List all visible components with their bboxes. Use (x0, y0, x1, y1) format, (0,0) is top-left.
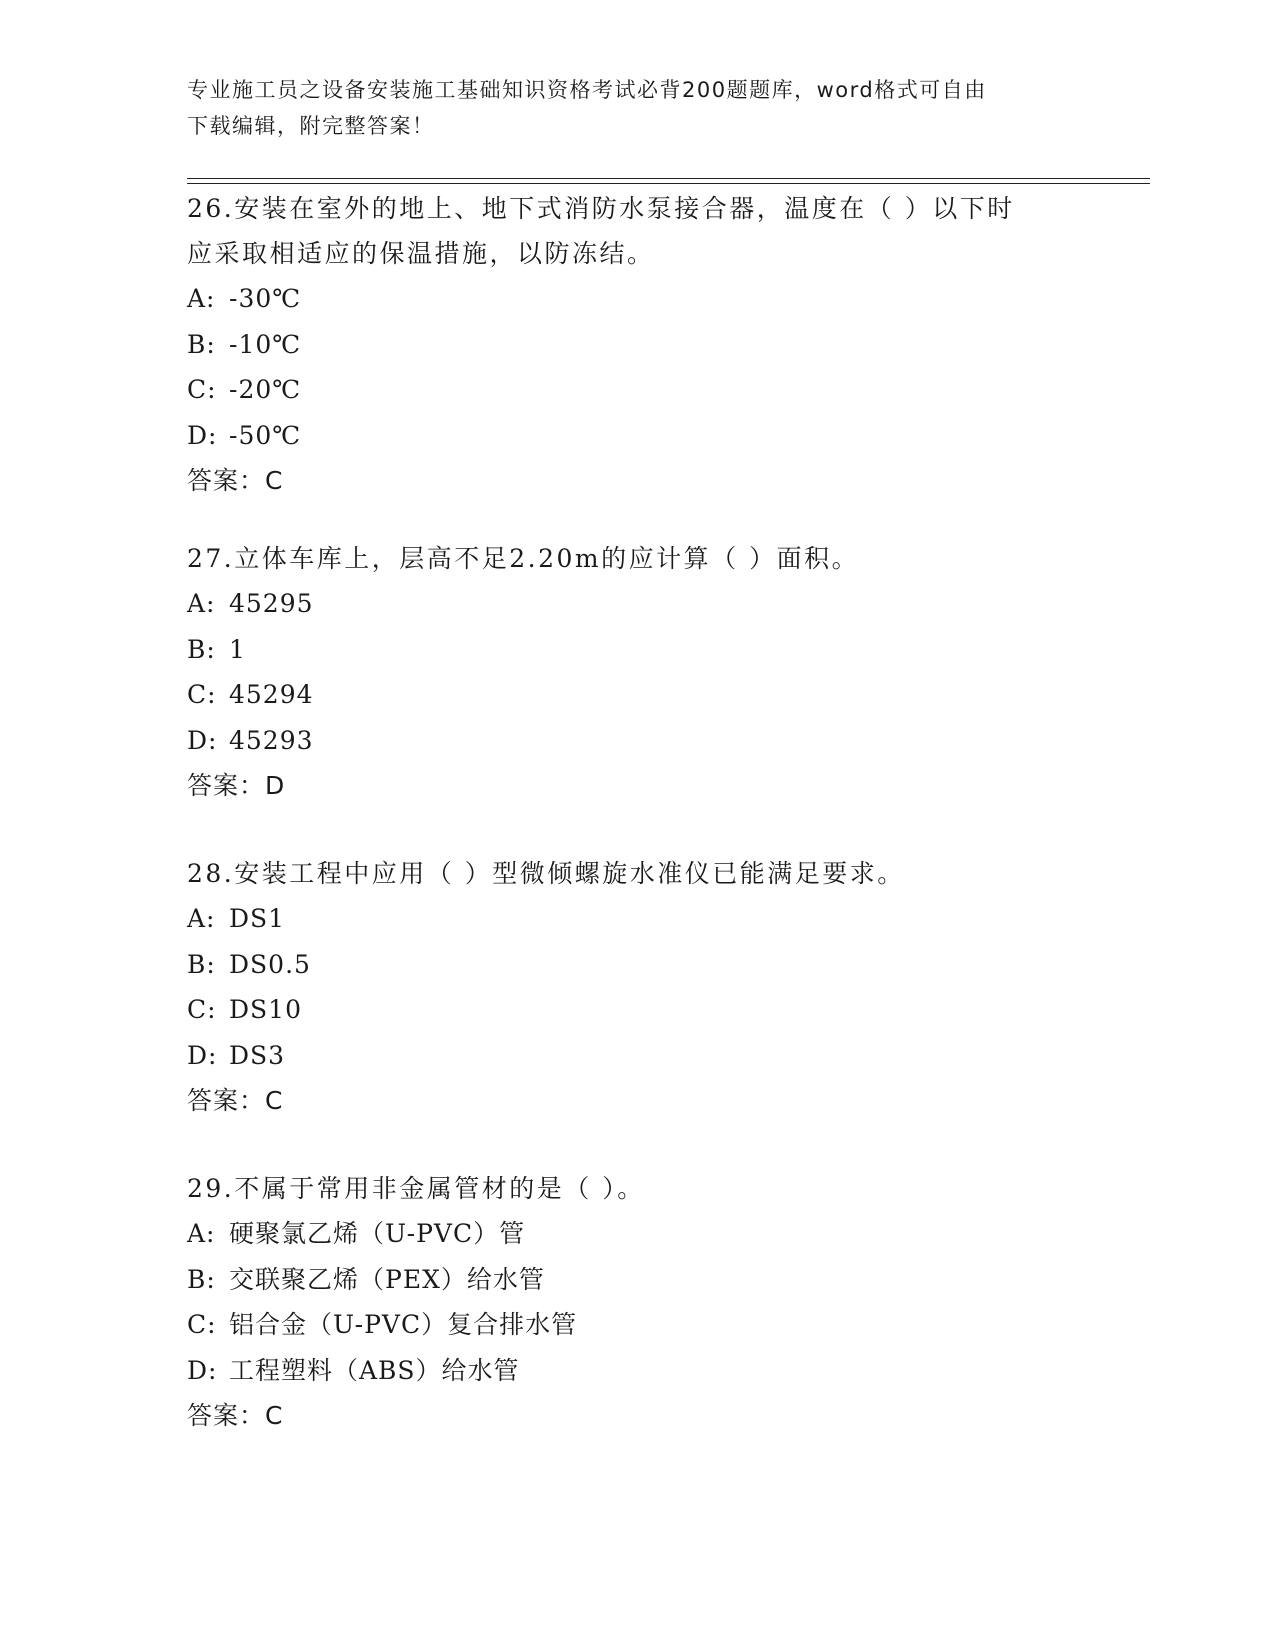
option-key: C: (187, 1310, 217, 1339)
option-key: A: (187, 589, 216, 618)
option-key: D: (187, 1040, 218, 1070)
option-a (187, 1211, 1087, 1257)
option-b (187, 1257, 1087, 1303)
option-key: C: (187, 995, 217, 1024)
option-key: A: (187, 284, 216, 313)
answer-line: 答案：C (187, 466, 284, 495)
option-key: B: (187, 949, 216, 979)
option-a (187, 581, 1087, 627)
question-27 (187, 536, 1087, 808)
header-line-2: 下载编辑，附完整答案！ (187, 114, 435, 138)
option-d (187, 1033, 1087, 1079)
option-key: A: (187, 1219, 216, 1248)
option-text: DS10 (229, 995, 302, 1024)
answer-line: 答案：C (187, 1086, 284, 1115)
option-text: 铝合金（U-PVC）复合排水管 (229, 1310, 578, 1339)
option-key: B: (187, 1264, 216, 1294)
option-b (187, 942, 1087, 988)
option-d (187, 718, 1087, 764)
option-text: -10℃ (229, 329, 302, 359)
option-text: DS3 (229, 1040, 286, 1070)
option-text: 硬聚氯乙烯（U-PVC）管 (229, 1219, 526, 1248)
option-a (187, 896, 1087, 942)
option-d (187, 1348, 1087, 1394)
option-key: B: (187, 634, 216, 664)
question-26 (187, 186, 1087, 503)
question-29 (187, 1166, 1087, 1438)
option-text: 45293 (229, 725, 314, 755)
option-b (187, 322, 1087, 368)
question-stem-line-1: 28.安装工程中应用（ ）型微倾螺旋水准仪已能满足要求。 (187, 859, 905, 888)
question-stem-line-1: 29.不属于常用非金属管材的是（ ）。 (187, 1174, 645, 1203)
answer-line: 答案：D (187, 771, 286, 800)
option-c (187, 672, 1087, 718)
option-text: 45294 (229, 680, 314, 709)
option-d (187, 413, 1087, 459)
option-text: -50℃ (229, 420, 302, 450)
question-stem-line-1: 26.安装在室外的地上、地下式消防水泵接合器，温度在（ ）以下时 (187, 194, 1015, 223)
header-divider-top (187, 178, 1150, 179)
option-text: 交联聚乙烯（PEX）给水管 (229, 1264, 545, 1294)
option-text: 工程塑料（ABS）给水管 (229, 1355, 520, 1385)
question-stem-line-2: 应采取相适应的保温措施，以防冻结。 (187, 239, 655, 268)
option-text: DS0.5 (229, 949, 311, 979)
header-divider-bottom (187, 183, 1150, 184)
question-28 (187, 851, 1087, 1123)
option-text: DS1 (229, 904, 286, 933)
option-text: 45295 (229, 589, 314, 618)
option-text: 1 (229, 634, 246, 664)
option-key: D: (187, 420, 218, 450)
option-b (187, 627, 1087, 673)
option-key: C: (187, 375, 217, 404)
option-c (187, 1302, 1087, 1348)
option-key: A: (187, 904, 216, 933)
option-key: C: (187, 680, 217, 709)
option-key: D: (187, 1355, 218, 1385)
option-text: -20℃ (229, 375, 302, 404)
option-c (187, 987, 1087, 1033)
option-text: -30℃ (229, 284, 302, 313)
answer-line: 答案：C (187, 1401, 284, 1430)
document-header (187, 72, 1067, 144)
option-key: D: (187, 725, 218, 755)
option-c (187, 367, 1087, 413)
option-key: B: (187, 329, 216, 359)
question-stem-line-1: 27.立体车库上，层高不足2.20m的应计算（ ）面积。 (187, 544, 860, 573)
option-a (187, 276, 1087, 322)
header-line-1: 专业施工员之设备安装施工基础知识资格考试必背200题题库，word格式可自由 (187, 78, 987, 102)
